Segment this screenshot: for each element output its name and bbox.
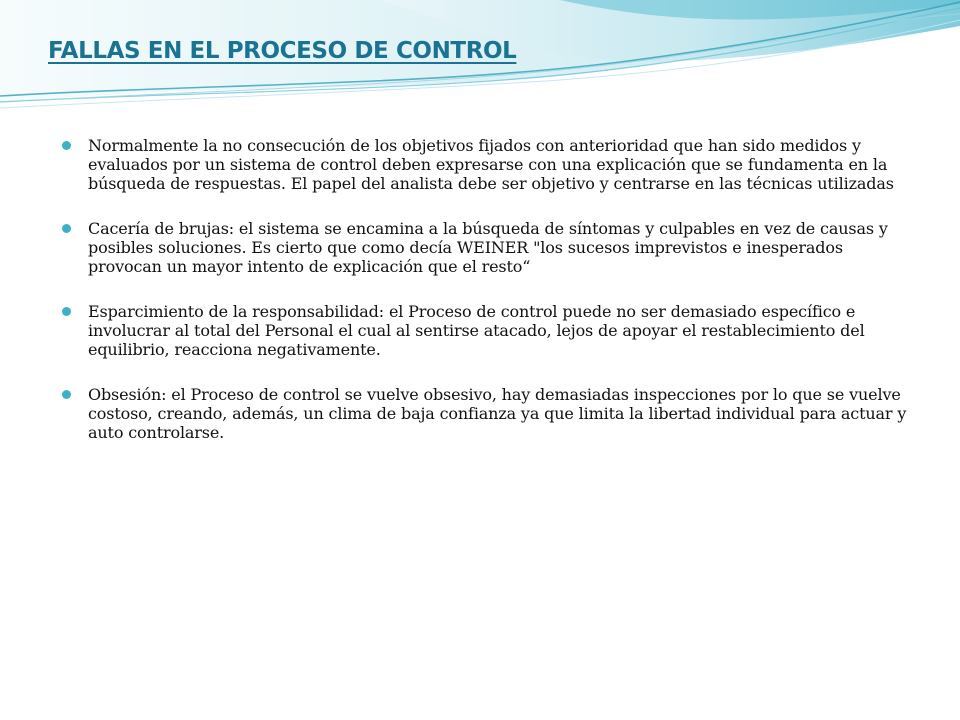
bullet-item [62, 302, 912, 359]
bullet-text: Esparcimiento de la responsabilidad: el Proceso de control puede no ser demasiado específico e involucrar al total del Personal el cual al sentirse atacado, lejos de apoyar el restablecimiento del equilibrio, reacciona negativamente. [88, 302, 865, 359]
bullet-text: Normalmente la no consecución de los objetivos fijados con anterioridad que han sido medidos y evaluados por un sistema de control deben expresarse con una explicación que se fundamenta en la búsqueda de respuestas. El papel del analista debe ser objetivo y centrarse en las técnicas utilizadas [88, 136, 894, 193]
bullet-dot-icon [62, 141, 71, 150]
bullet-item [62, 219, 912, 276]
bullet-dot-icon [62, 224, 71, 233]
bullet-dot-icon [62, 307, 71, 316]
bullet-list [62, 136, 912, 468]
slide-title: FALLAS EN EL PROCESO DE CONTROL [48, 38, 517, 64]
bullet-text: Obsesión: el Proceso de control se vuelve obsesivo, hay demasiadas inspecciones por lo que se vuelve costoso, creando, además, un clima de baja confianza ya que limita la libertad individual para actuar y auto controlarse. [88, 385, 907, 442]
bullet-text: Cacería de brujas: el sistema se encamina a la búsqueda de síntomas y culpables en vez de causas y posibles soluciones. Es cierto que como decía WEINER "los sucesos imprevistos e inesperados provocan un mayor intento de explicación que el resto“ [88, 219, 888, 276]
bullet-item [62, 385, 912, 442]
bullet-dot-icon [62, 390, 71, 399]
bullet-item [62, 136, 912, 193]
